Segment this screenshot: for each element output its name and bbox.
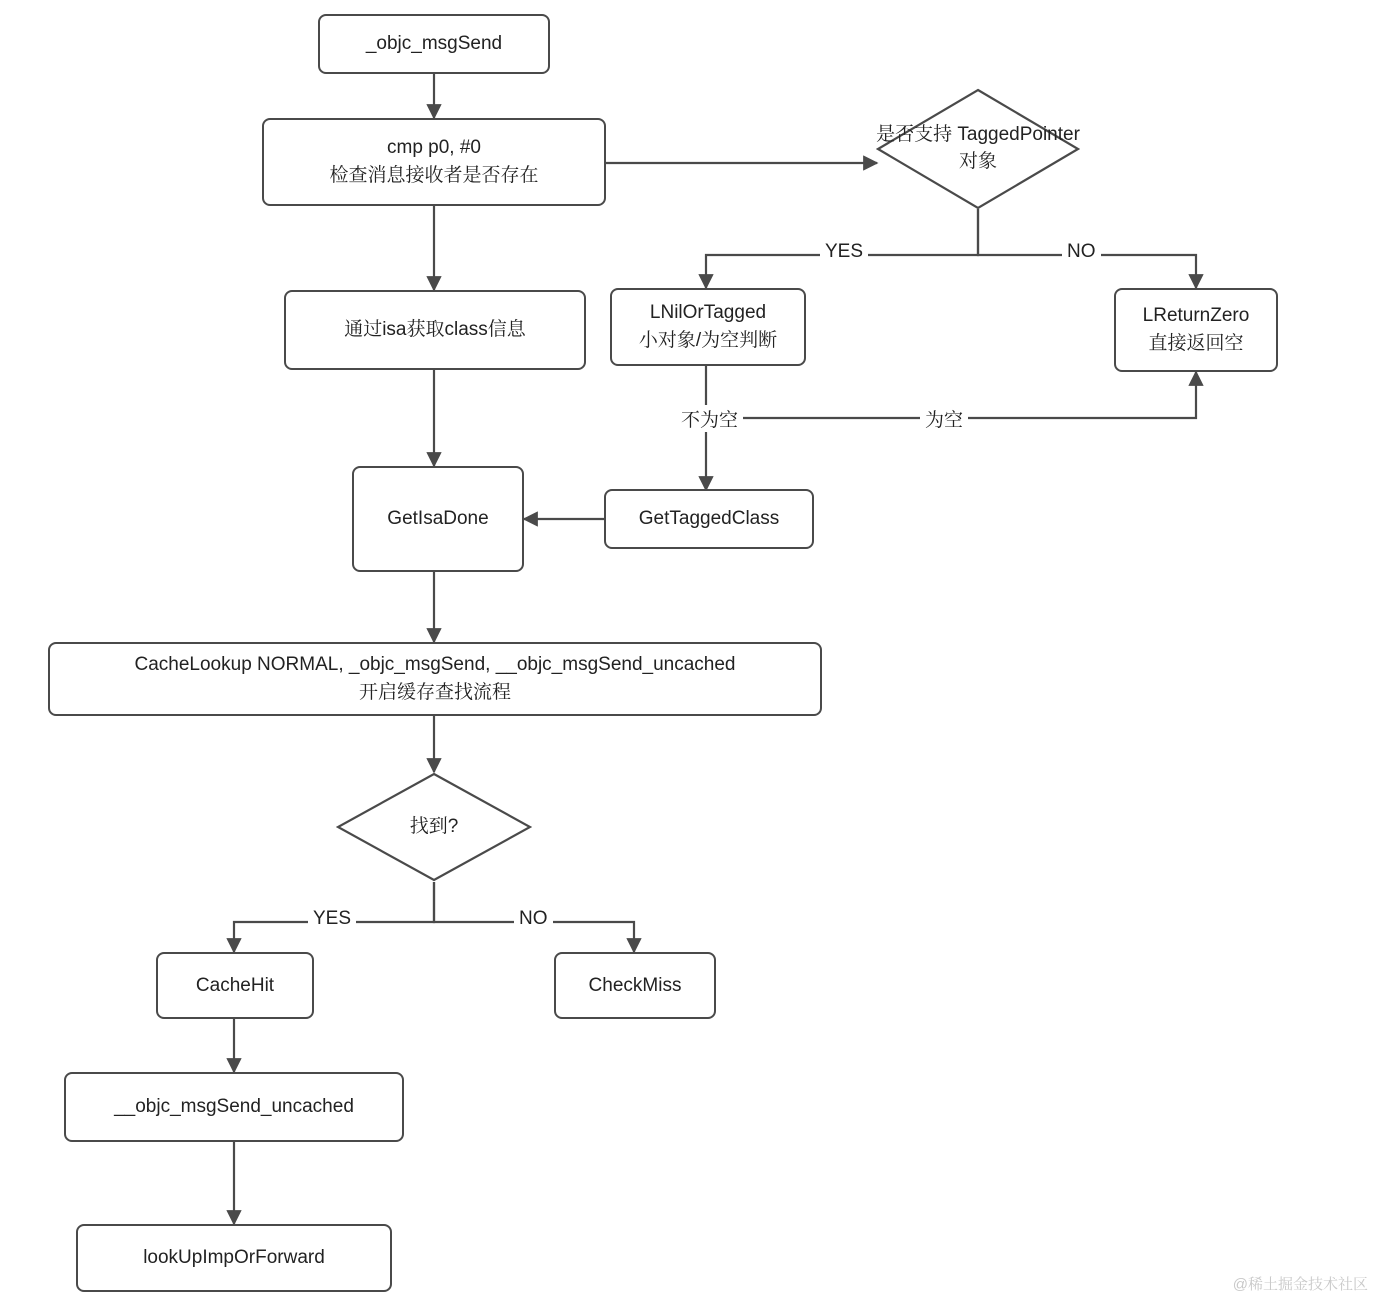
node-lreturnzero-line-0: LReturnZero (1142, 305, 1250, 327)
edge-label-tagged-no: NO (1062, 241, 1101, 263)
node-tagged-pointer-decision-label (876, 122, 1080, 175)
node-objc-msgsend[interactable] (318, 14, 550, 74)
node-cmp-p0[interactable] (262, 118, 606, 206)
node-cmp-p0-line-0: cmp p0, #0 (387, 137, 481, 159)
node-check-miss[interactable] (554, 952, 716, 1019)
edge-label-found-yes: YES (308, 908, 356, 930)
edge-label-empty: 为空 (920, 405, 968, 432)
node-cache-lookup[interactable] (48, 642, 822, 716)
node-objc-msgsend-line-0: _objc_msgSend (365, 33, 503, 55)
tagged-line-0: 是否支持 (876, 124, 953, 146)
node-lnil-line-1: 小对象/为空判断 (638, 330, 778, 351)
node-lnil-line-0: LNilOrTagged (649, 302, 767, 324)
node-msgsend-uncached[interactable] (64, 1072, 404, 1142)
node-cachehit-line-0: CacheHit (195, 974, 275, 996)
watermark: @稀土掘金技术社区 (1232, 1276, 1368, 1293)
node-lnil-or-tagged[interactable] (610, 288, 806, 366)
node-gettaggedclass-line-0: GetTaggedClass (638, 508, 780, 530)
node-cmp-p0-line-1: 检查消息接收者是否存在 (329, 165, 539, 186)
node-cachelookup-line-1: 开启缓存查找流程 (358, 682, 511, 703)
edge-label-found-no: NO (514, 908, 553, 930)
node-get-class-from-isa[interactable] (284, 290, 586, 370)
node-cache-hit[interactable] (156, 952, 314, 1019)
node-found-decision-label (410, 814, 459, 841)
node-getisadone-line-0: GetIsaDone (387, 508, 489, 530)
node-lreturn-zero[interactable] (1114, 288, 1278, 372)
node-get-class-line-0: 通过isa获取class信息 (344, 319, 526, 341)
node-msgsend-uncached-line-0: __objc_msgSend_uncached (114, 1096, 354, 1118)
node-get-isa-done[interactable] (352, 466, 524, 572)
node-tagged-pointer-decision[interactable] (876, 88, 1080, 210)
node-lookupimp-line-0: lookUpImpOrForward (143, 1247, 325, 1269)
node-checkmiss-line-0: CheckMiss (588, 974, 682, 996)
node-lreturnzero-line-1: 直接返回空 (1148, 333, 1244, 354)
edge-label-not-empty: 不为空 (676, 405, 743, 432)
node-cachelookup-line-0: CacheLookup NORMAL, _objc_msgSend, __objc_msgSend_uncached (134, 654, 736, 676)
tagged-line-2: 对象 (958, 151, 997, 172)
node-get-tagged-class[interactable] (604, 489, 814, 549)
tagged-line-1: TaggedPointer (957, 124, 1080, 146)
node-lookup-imp-or-forward[interactable] (76, 1224, 392, 1292)
edge-label-tagged-yes: YES (820, 241, 868, 263)
node-found-decision[interactable] (336, 772, 532, 882)
found-line-0: 找到? (409, 815, 459, 837)
